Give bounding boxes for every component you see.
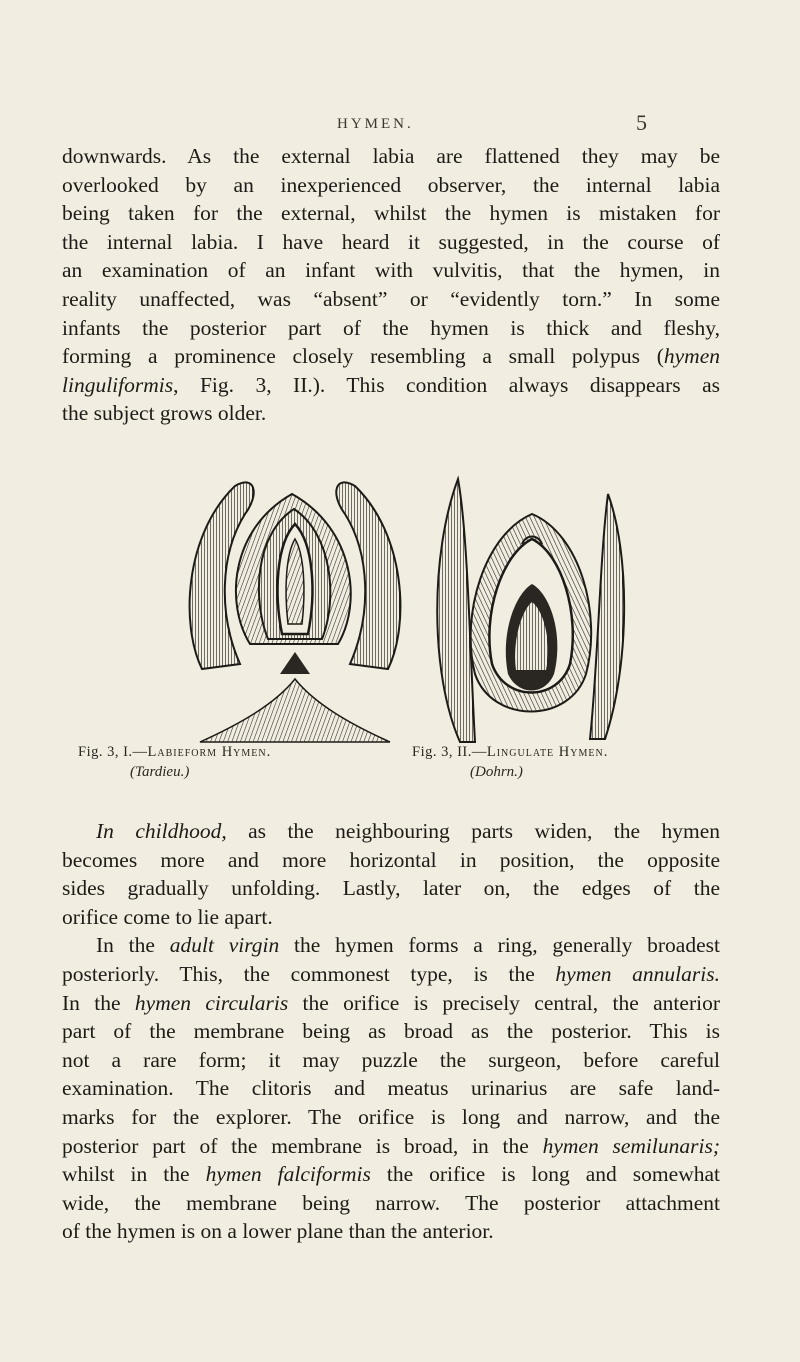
figure-credit-tardieu: (Tardieu.) [130, 764, 190, 780]
text-line: being taken for the external, whilst the hymen is mistaken for [62, 201, 720, 226]
running-head [0, 110, 800, 140]
italic-term: In childhood, [96, 819, 227, 843]
text-line: reality unaffected, was “absent” or “evidently torn.” In some [62, 286, 720, 311]
text-line: orifice come to lie apart. [62, 904, 273, 929]
text-line [62, 1132, 720, 1161]
page-number: 5 [636, 110, 647, 135]
text-line: examination. The clitoris and meatus urinarius are safe land- [62, 1076, 720, 1101]
text-line [62, 931, 720, 960]
text-line: downwards. As the external labia are flattened they may be [62, 144, 720, 168]
figure-caption-labieform [78, 744, 271, 761]
text-segment: the orifice is precisely central, the anterior [288, 990, 720, 1015]
figure-label: Fig. 3, I.— [78, 744, 148, 760]
figure-label: Fig. 3, II.— [412, 744, 487, 760]
text-segment: In the [62, 990, 135, 1015]
italic-term: hymen annularis. [555, 961, 720, 986]
labieform-hymen-illustration [180, 474, 410, 746]
text-line: becomes more and more horizontal in position, the opposite [62, 847, 720, 872]
text-line: of the hymen is on a lower plane than the anterior. [62, 1219, 494, 1244]
italic-term: linguliformis [62, 372, 174, 397]
italic-term: hymen semilunaris; [542, 1133, 720, 1158]
italic-term: adult virgin [169, 933, 280, 958]
lingulate-hymen-illustration [430, 474, 630, 746]
text-segment: forming a prominence closely resembling a small polypus ( [62, 344, 664, 369]
text-segment: posteriorly. This, the commonest type, is the [62, 961, 556, 986]
text-segment: , Fig. 3, II.). This condition always disappears as [173, 372, 720, 397]
running-title: HYMEN. [337, 116, 414, 132]
text-line: not a rare form; it may puzzle the surgeon, before careful [62, 1047, 720, 1072]
text-line [62, 371, 720, 400]
italic-term: hymen circularis [134, 990, 289, 1015]
text-line: the internal labia. I have heard it suggested, in the course of [62, 229, 720, 254]
figure-title: Labieform Hymen. [147, 744, 272, 760]
text-segment: the orifice is long and somewhat [370, 1162, 720, 1187]
text-line [62, 342, 720, 371]
text-line: wide, the membrane being narrow. The posterior attachment [62, 1190, 720, 1215]
figure-caption-lingulate [412, 744, 608, 761]
text-segment: posterior part of the membrane is broad, in the [62, 1133, 543, 1158]
text-line [62, 1160, 720, 1189]
text-segment: the hymen forms a ring, generally broadest [279, 933, 720, 958]
text-segment: whilst in the [62, 1162, 206, 1187]
text-line: the subject grows older. [62, 401, 267, 426]
text-line: an examination of an infant with vulvitis, that the hymen, in [62, 258, 720, 283]
text-line: marks for the explorer. The orifice is long and narrow, and the [62, 1104, 720, 1129]
paragraph-childhood-adult [62, 817, 720, 1246]
text-segment: In the [96, 933, 170, 958]
text-line: part of the membrane being as broad as the posterior. This is [62, 1019, 720, 1044]
text-line: overlooked by an inexperienced observer, the internal labia [62, 172, 720, 197]
text-line: sides gradually unfolding. Lastly, later on, the edges of the [62, 876, 720, 901]
italic-term: hymen falciformis [205, 1162, 371, 1187]
text-line: infants the posterior part of the hymen is thick and fleshy, [62, 315, 720, 340]
text-line [62, 989, 720, 1018]
figure-credit-dohrn: (Dohrn.) [470, 764, 523, 780]
text-segment: as the neighbouring parts widen, the hymen [226, 819, 720, 843]
figure-title: Lingulate Hymen. [486, 744, 609, 760]
figure-3 [0, 474, 800, 780]
text-line [62, 960, 720, 989]
text-line [62, 817, 720, 846]
italic-term: hymen [663, 344, 720, 369]
paragraph-infant-hymen [62, 142, 720, 428]
